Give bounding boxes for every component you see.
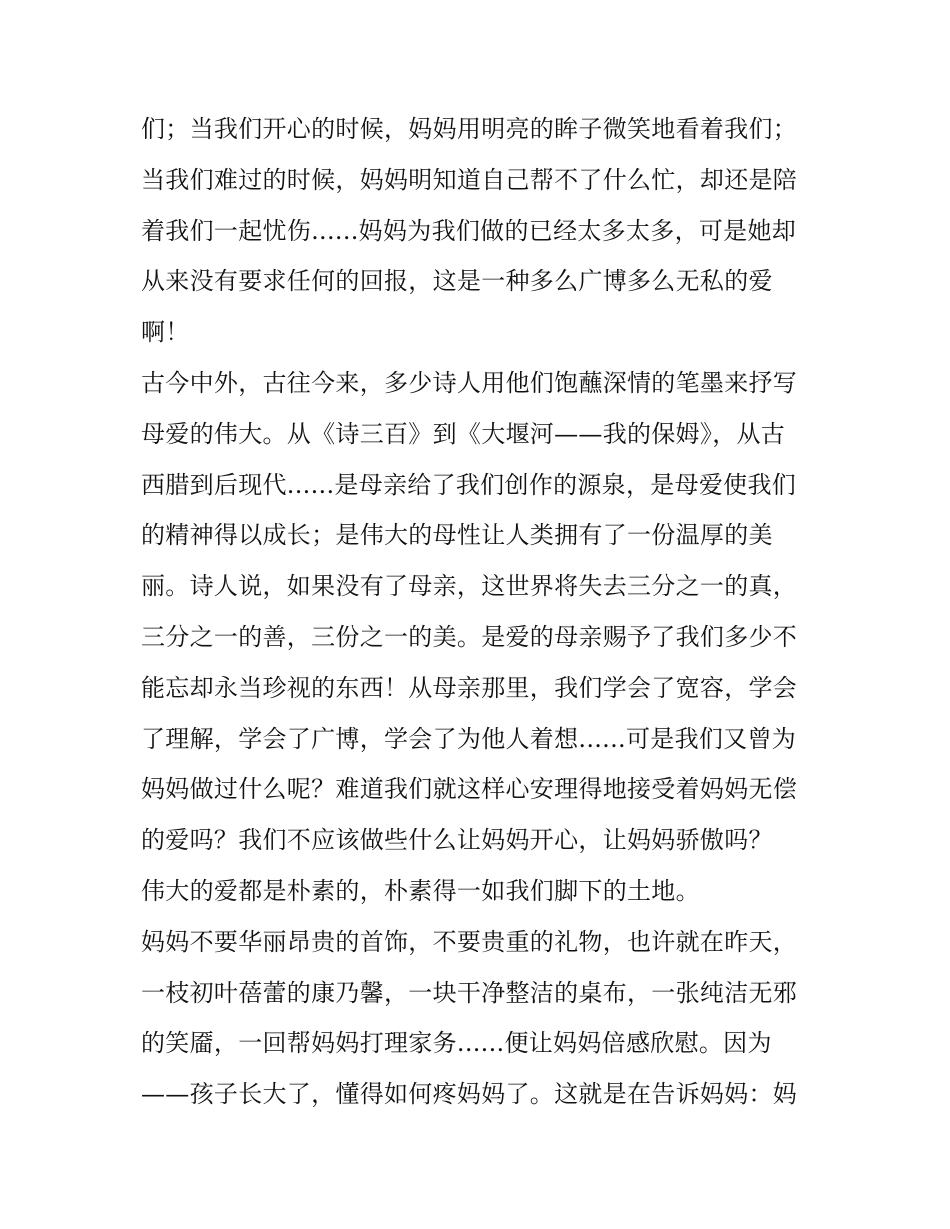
text-line: 的笑靥，一回帮妈妈打理家务......便让妈妈倍感欣慰。因为 [141,1029,772,1058]
text-line: 一枝初叶蓓蕾的康乃馨，一块干净整洁的桌布，一张纯洁无邪 [141,978,798,1007]
text-line: 母爱的伟大。从《诗三百》到《大堰河——我的保姆》，从古 [141,419,786,448]
body-text [141,104,821,1120]
text-line: 三分之一的善，三份之一的美。是爱的母亲赐予了我们多少不 [141,622,798,651]
text-line: 能忘却永当珍视的东西！从母亲那里，我们学会了宽容，学会 [141,673,798,702]
text-line: 的精神得以成长；是伟大的母性让人类拥有了一份温厚的美 [141,521,773,550]
text-line: 当我们难过的时候，妈妈明知道自己帮不了什么忙，却还是陪 [141,165,798,194]
text-line: 古今中外，古往今来，多少诗人用他们饱蘸深情的笔墨来抒写 [141,368,798,397]
text-line: 从来没有要求任何的回报，这是一种多么广博多么无私的爱 [141,267,773,296]
text-line: 丽。诗人说，如果没有了母亲，这世界将失去三分之一的真， [141,572,798,601]
text-line: 妈妈做过什么呢？难道我们就这样心安理得地接受着妈妈无偿 [141,775,798,804]
text-line: 们；当我们开心的时候，妈妈用明亮的眸子微笑地看着我们； [141,115,798,143]
text-line: 了理解，学会了广博，学会了为他人着想......可是我们又曾为 [141,724,797,753]
text-line: 啊！ [141,318,190,347]
text-line: 的爱吗？我们不应该做些什么让妈妈开心，让妈妈骄傲吗？ [141,826,773,855]
text-line: 着我们一起忧伤......妈妈为我们做的已经太多太多，可是她却 [141,216,797,245]
text-line: 西腊到后现代......是母亲给了我们创作的源泉，是母爱使我们 [141,470,797,499]
text-line: 伟大的爱都是朴素的，朴素得一如我们脚下的土地。 [141,876,700,905]
text-line: ——孩子长大了，懂得如何疼妈妈了。这就是在告诉妈妈：妈 [141,1080,798,1109]
text-line: 妈妈不要华丽昂贵的首饰，不要贵重的礼物，也许就在昨天， [141,927,798,956]
